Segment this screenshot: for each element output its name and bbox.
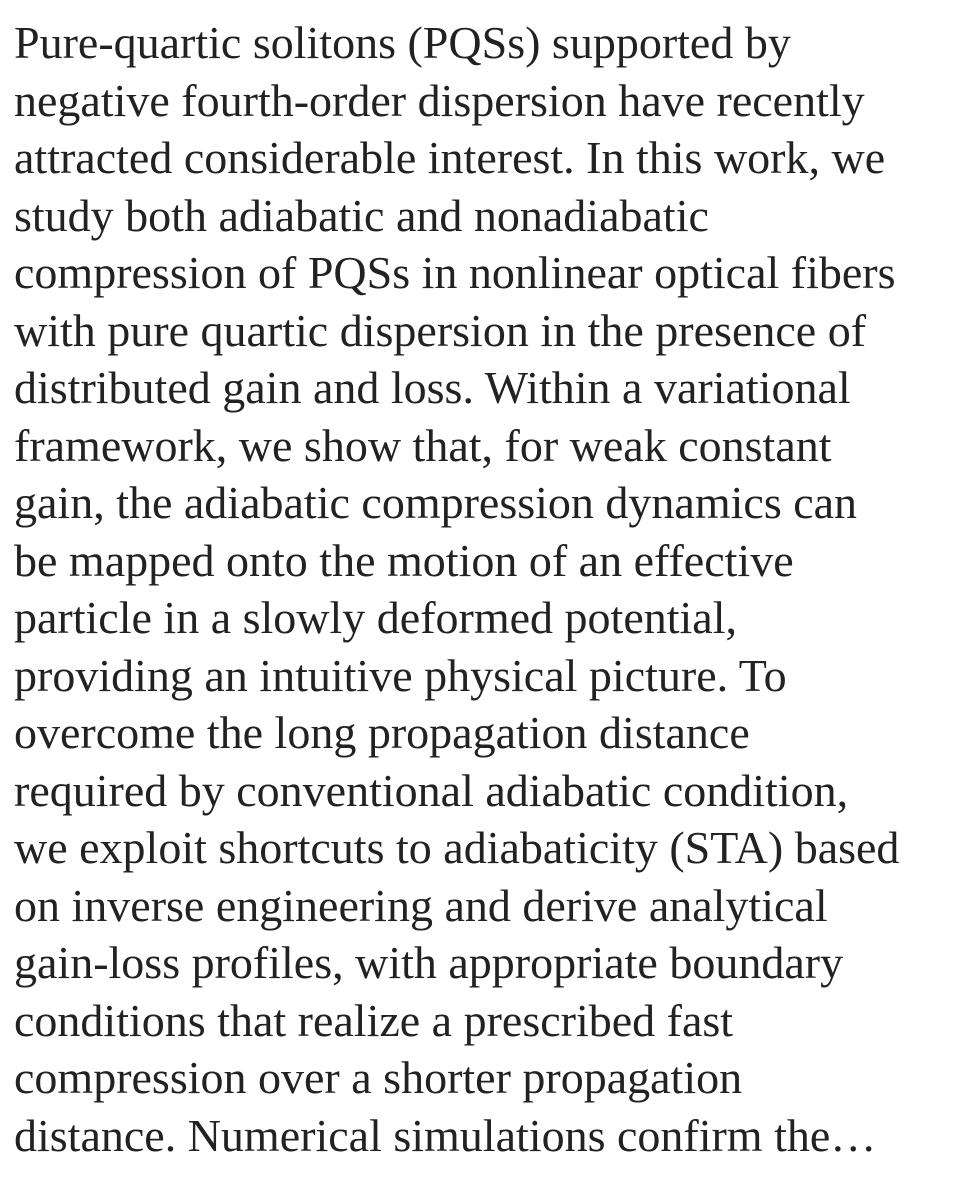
abstract-line: providing an intuitive physical picture. To <box>14 649 787 701</box>
abstract-line: framework, we show that, for weak constant <box>14 419 832 471</box>
abstract-line: Pure-quartic solitons (PQSs) supported by <box>14 17 791 68</box>
abstract-line: with pure quartic dispersion in the presence of <box>14 304 867 356</box>
abstract-line: on inverse engineering and derive analytical <box>14 879 828 931</box>
abstract-line: we exploit shortcuts to adiabaticity (STA) based <box>14 822 900 873</box>
abstract-line: study both adiabatic and nonadiabatic <box>14 189 709 241</box>
abstract-line: conditions that realize a prescribed fast <box>14 994 734 1046</box>
abstract-paragraph <box>14 14 960 1164</box>
abstract-line: gain, the adiabatic compression dynamics can <box>14 477 858 528</box>
abstract-line: negative fourth-order dispersion have recently <box>14 74 865 126</box>
abstract-line: attracted considerable interest. In this work, we <box>14 132 886 183</box>
abstract-line: compression over a shorter propagation <box>14 1052 743 1103</box>
abstract-line: distributed gain and loss. Within a variational <box>14 362 851 413</box>
abstract-line: required by conventional adiabatic condition, <box>14 764 849 816</box>
abstract-line-truncated: distance. Numerical simulations confirm the… <box>14 1109 877 1161</box>
abstract-line: overcome the long propagation distance <box>14 707 750 758</box>
abstract-line: particle in a slowly deformed potential, <box>14 592 737 643</box>
abstract-line: compression of PQSs in nonlinear optical fibers <box>14 247 896 298</box>
abstract-line: be mapped onto the motion of an effective <box>14 534 794 586</box>
abstract-line: gain-loss profiles, with appropriate boundary <box>14 937 844 988</box>
